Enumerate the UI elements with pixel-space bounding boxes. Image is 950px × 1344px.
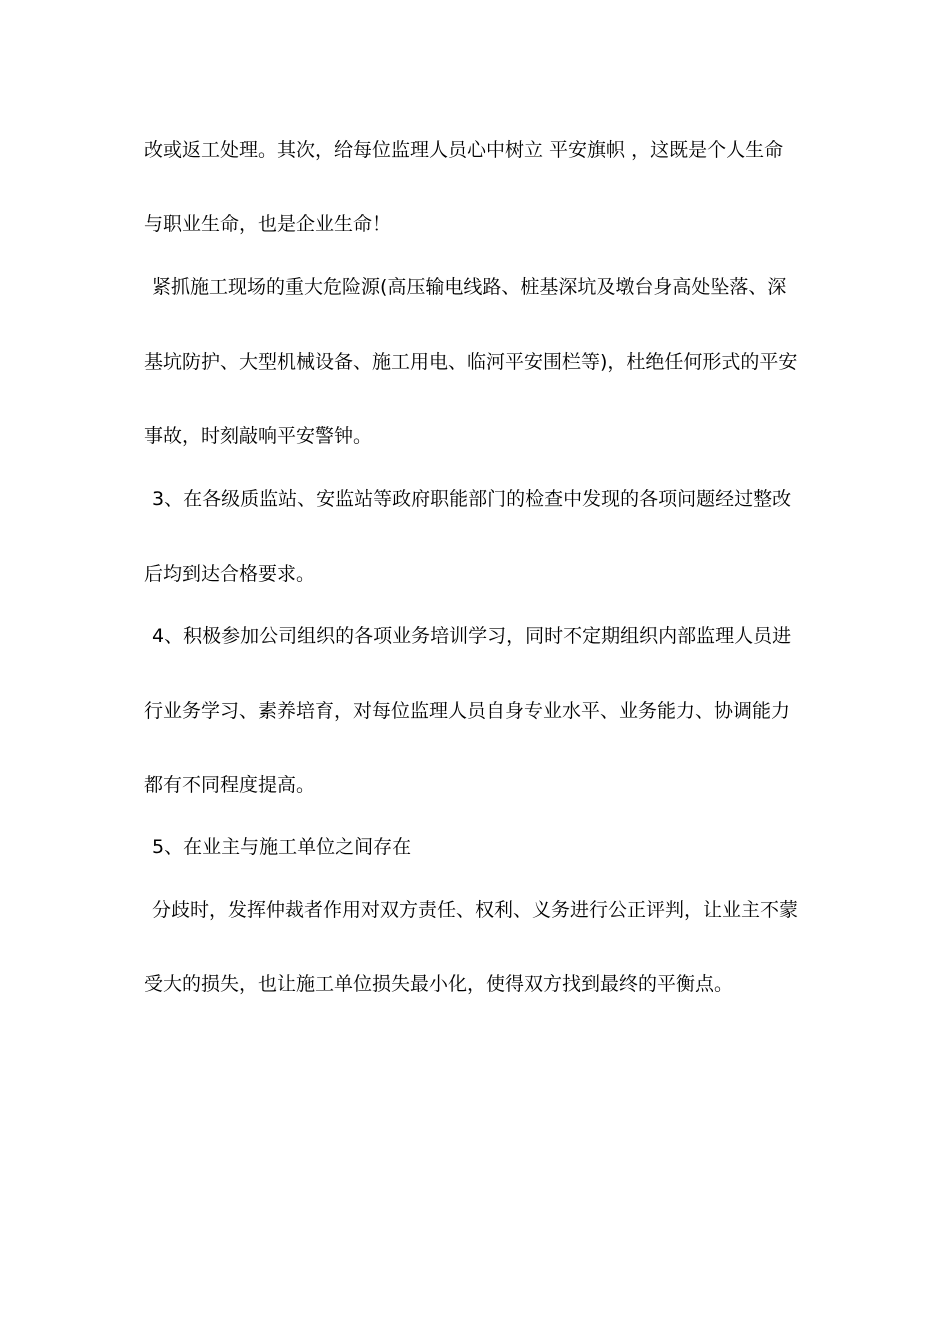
text-line: 5、在业主与施工单位之间存在 (152, 836, 412, 858)
text-line: 4、积极参加公司组织的各项业务培训学习，同时不定期组织内部监理人员进 (152, 625, 792, 647)
text-line: 受大的损失，也让施工单位损失最小化，使得双方找到最终的平衡点。 (144, 973, 734, 995)
text-line: 基坑防护、大型机械设备、施工用电、临河平安围栏等)，杜绝任何形式的平安 (144, 351, 798, 373)
text-line: 3、在各级质监站、安监站等政府职能部门的检查中发现的各项问题经过整改 (152, 488, 792, 510)
text-line: 分歧时，发挥仲裁者作用对双方责任、权利、义务进行公正评判，让业主不蒙 (152, 899, 799, 921)
text-line: 改或返工处理。其次，给每位监理人员心中树立 平安旗帜 ，这既是个人生命 (144, 139, 784, 161)
text-line: 与职业生命，也是企业生命！ (144, 213, 392, 235)
text-line: 后均到达合格要求。 (144, 563, 316, 585)
text-line: 都有不同程度提高。 (144, 774, 316, 796)
text-line: 行业务学习、素养培育，对每位监理人员自身专业水平、业务能力、协调能力 (144, 700, 791, 722)
text-line: 事故，时刻敲响平安警钟。 (144, 425, 373, 447)
text-line: 紧抓施工现场的重大危险源(高压输电线路、桩基深坑及墩台身高处坠落、深 (152, 276, 787, 298)
